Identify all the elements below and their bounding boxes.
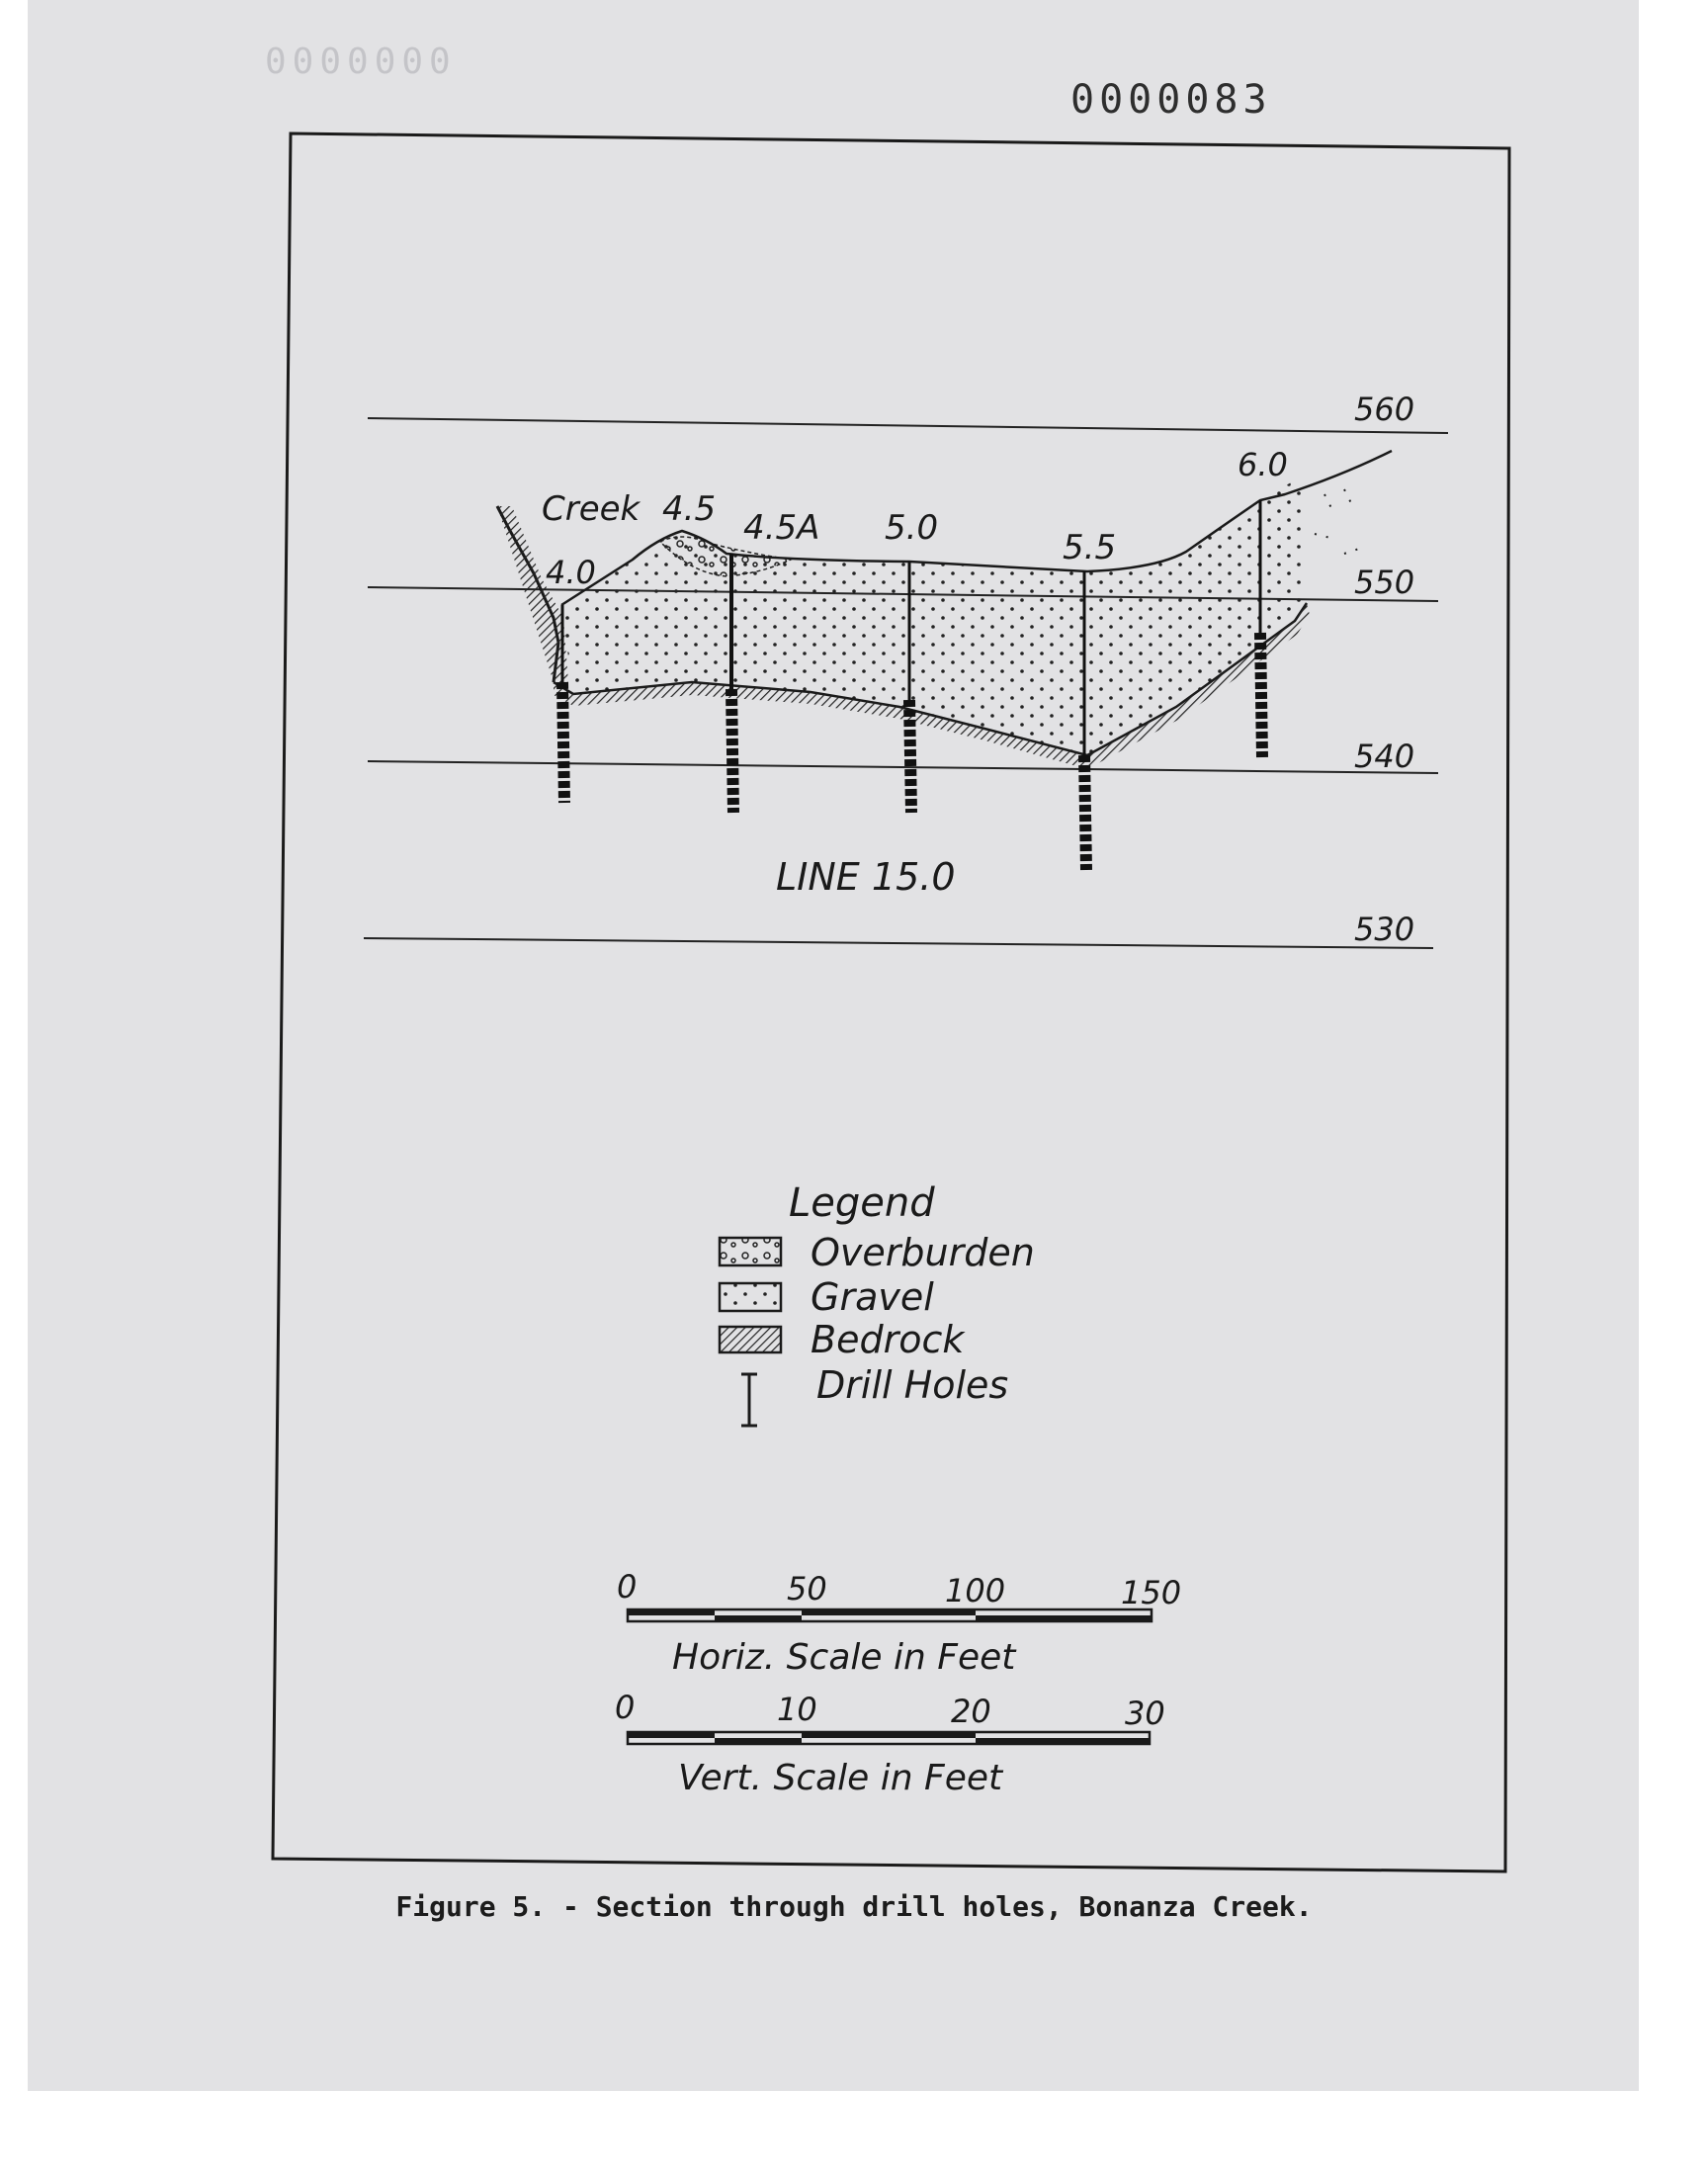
faint-stamp-number: 0000000 — [265, 42, 457, 82]
hole-label-6-0: 6.0 — [1238, 446, 1288, 483]
horiz-scale-label: Horiz. Scale in Feet — [672, 1637, 1016, 1678]
vert-scale-label: Vert. Scale in Feet — [678, 1758, 1003, 1798]
horiz-scale-tick-50: 50 — [787, 1570, 827, 1608]
document-number: 0000083 — [1070, 77, 1272, 123]
vert-scale-bar — [628, 1732, 1150, 1744]
elevation-line-560 — [368, 418, 1448, 433]
overburden-swatch-icon — [720, 1238, 781, 1265]
horiz-scale-tick-0: 0 — [617, 1568, 638, 1606]
elevation-label-540: 540 — [1354, 738, 1415, 775]
figure-caption: Figure 5. - Section through drill holes, Bonanza Creek. — [395, 1890, 1313, 1923]
elevation-line-540 — [368, 761, 1438, 773]
vert-scale-tick-10: 10 — [777, 1691, 817, 1728]
creek-label: Creek — [542, 489, 640, 529]
legend-label-overburden: Overburden — [811, 1231, 1035, 1274]
drill-hole-5-5-bedrock — [1084, 755, 1086, 870]
section-line-label: LINE 15.0 — [776, 855, 956, 899]
legend-label-bedrock: Bedrock — [811, 1318, 965, 1361]
vert-scale-tick-20: 20 — [951, 1693, 991, 1730]
horiz-scale-tick-150: 150 — [1121, 1574, 1182, 1611]
vert-scale-tick-0: 0 — [615, 1689, 636, 1726]
creek-bank-bedrock — [497, 506, 568, 682]
hole-label-4-5a: 4.5A — [743, 508, 820, 548]
legend-title: Legend — [789, 1180, 935, 1226]
elevation-line-530 — [364, 938, 1433, 948]
hole-label-4-5: 4.5 — [662, 489, 717, 529]
drill-hole-4-5-bedrock — [731, 689, 733, 813]
gravel-swatch-icon — [720, 1283, 781, 1311]
elevation-label-550: 550 — [1354, 564, 1415, 601]
elevation-label-560: 560 — [1354, 391, 1415, 428]
legend-label-drill-holes: Drill Holes — [816, 1363, 1009, 1407]
elevation-label-530: 530 — [1354, 911, 1415, 948]
hole-label-5-0: 5.0 — [885, 508, 939, 548]
horiz-scale-bar — [628, 1610, 1152, 1621]
gravel-extension — [1315, 489, 1359, 554]
horiz-scale-tick-100: 100 — [945, 1572, 1006, 1610]
vert-scale-tick-30: 30 — [1125, 1695, 1165, 1732]
hole-label-4-0: 4.0 — [546, 554, 596, 591]
legend-label-gravel: Gravel — [811, 1275, 934, 1319]
bedrock-swatch-icon — [720, 1327, 781, 1352]
drill-hole-icon — [741, 1374, 757, 1426]
hole-label-5-5: 5.5 — [1063, 528, 1117, 567]
